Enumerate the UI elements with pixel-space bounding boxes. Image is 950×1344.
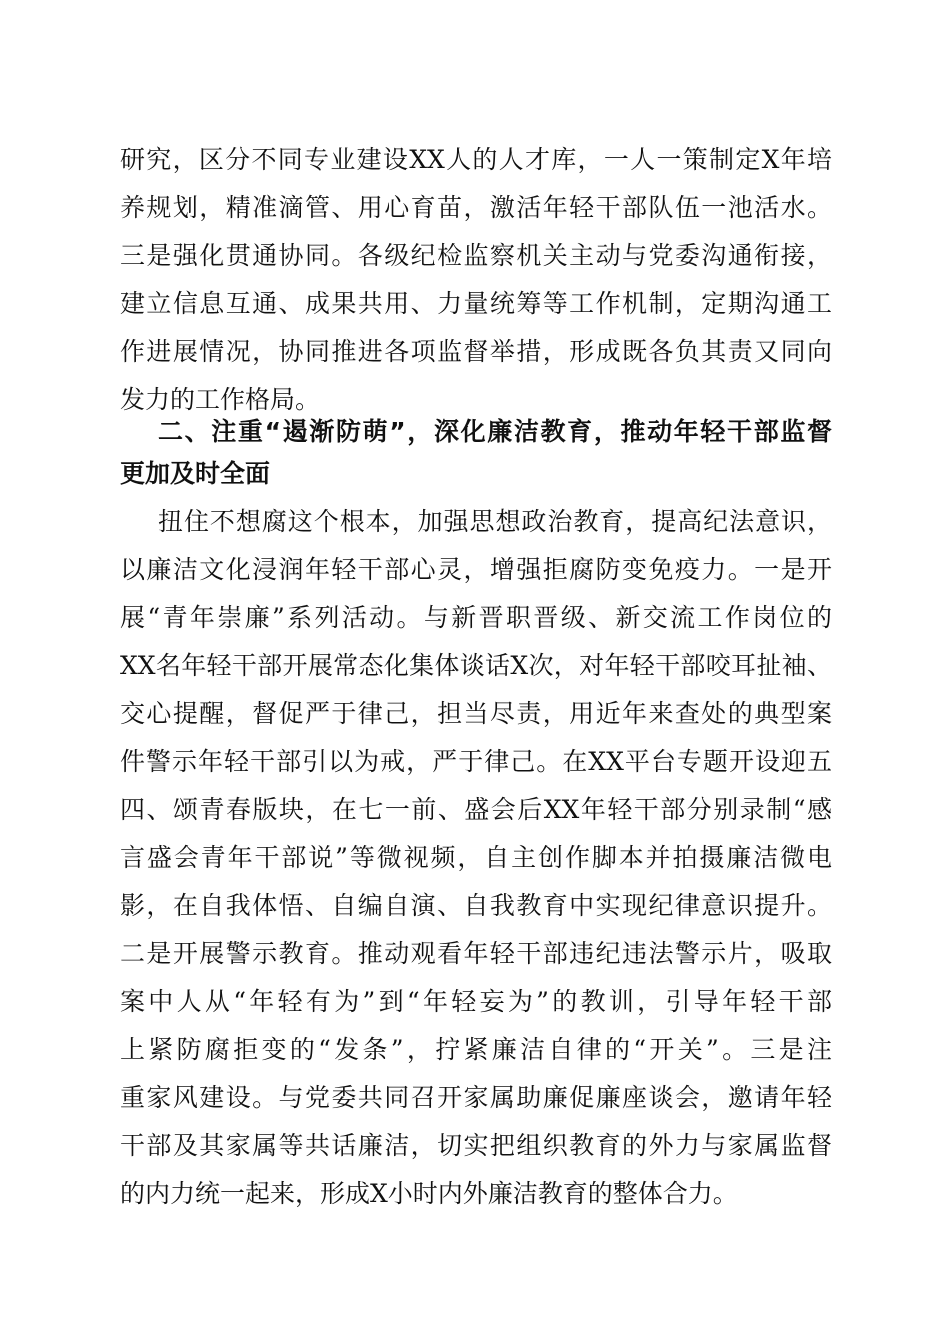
text-line: 件警示年轻干部引以为戒，严于律己。在XX平台专题开设迎五: [120, 747, 832, 776]
text-line: 研究，区分不同专业建设XX人的人才库，一人一策制定X年培: [120, 145, 832, 174]
text-line: 言盛会青年干部说”等微视频，自主创作脚本并拍摄廉洁微电: [120, 843, 832, 872]
text-line: 四、颂青春版块，在七一前、盛会后XX年轻干部分别录制“感: [120, 795, 832, 824]
section-heading: 更加及时全面: [120, 459, 271, 488]
text-line: 干部及其家属等共话廉洁，切实把组织教育的外力与家属监督: [120, 1131, 832, 1160]
text-line: XX名年轻干部开展常态化集体谈话X次，对年轻干部咬耳扯袖、: [120, 651, 832, 680]
text-line: 扭住不想腐这个根本，加强思想政治教育，提高纪法意识，: [158, 507, 832, 536]
text-line: 交心提醒，督促严于律己，担当尽责，用近年来查处的典型案: [120, 699, 832, 728]
text-line: 发力的工作格局。: [120, 385, 321, 414]
text-line: 的内力统一起来，形成X小时内外廉洁教育的整体合力。: [120, 1179, 738, 1208]
text-line: 展“青年崇廉”系列活动。与新晋职晋级、新交流工作岗位的: [120, 603, 832, 632]
text-line: 重家风建设。与党委共同召开家属助廉促廉座谈会，邀请年轻: [120, 1083, 832, 1112]
text-line: 建立信息互通、成果共用、力量统筹等工作机制，定期沟通工: [120, 289, 832, 318]
text-line: 以廉洁文化浸润年轻干部心灵，增强拒腐防变免疫力。一是开: [120, 555, 832, 584]
text-line: 养规划，精准滴管、用心育苗，激活年轻干部队伍一池活水。: [120, 193, 832, 222]
text-line: 影，在自我体悟、自编自演、自我教育中实现纪律意识提升。: [120, 891, 832, 920]
text-line: 上紧防腐拒变的“发条”，拧紧廉洁自律的“开关”。三是注: [120, 1035, 832, 1064]
text-line: 案中人从“年轻有为”到“年轻妄为”的教训，引导年轻干部: [120, 987, 832, 1016]
text-line: 作进展情况，协同推进各项监督举措，形成既各负其责又同向: [120, 337, 832, 366]
text-line: 三是强化贯通协同。各级纪检监察机关主动与党委沟通衔接，: [120, 241, 832, 270]
section-heading: 二、注重“遏渐防萌”，深化廉洁教育，推动年轻干部监督: [158, 417, 832, 446]
text-line: 二是开展警示教育。推动观看年轻干部违纪违法警示片，吸取: [120, 939, 832, 968]
